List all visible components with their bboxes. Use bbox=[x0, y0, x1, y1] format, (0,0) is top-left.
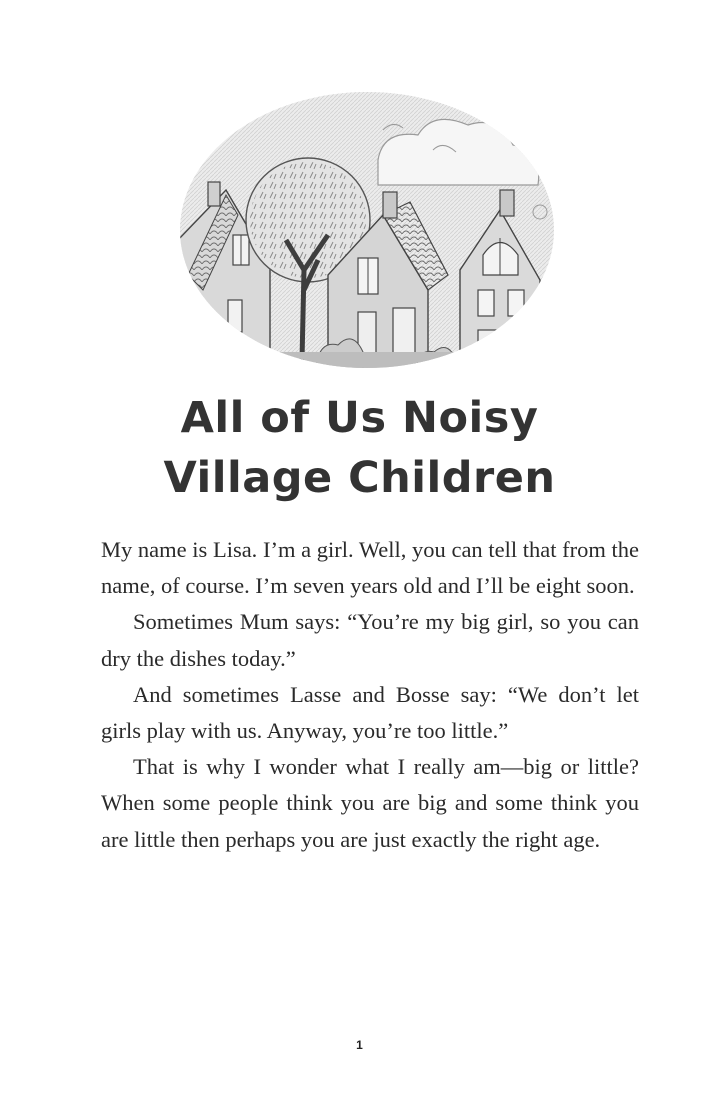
chapter-title-line-2: Village Children bbox=[163, 453, 556, 503]
chapter-title-line-1: All of Us Noisy bbox=[180, 393, 539, 443]
chapter-illustration bbox=[178, 90, 556, 370]
paragraph: My name is Lisa. I’m a girl. Well, you can tell that from the name, of course. I’m seven years old and I’ll be eight soon. bbox=[101, 537, 639, 599]
paragraph: And sometimes Lasse and Bosse say: “We don’t let girls play with us. Anyway, you’re too little.” bbox=[101, 681, 639, 744]
chapter-body bbox=[101, 532, 639, 858]
page-number: 1 bbox=[356, 1038, 363, 1052]
paragraph: That is why I wonder what I really am—big or little? When some people think you are big and some think you are little then perhaps you are just exactly the right age. bbox=[101, 754, 639, 852]
chapter-title bbox=[0, 388, 719, 508]
paragraph: Sometimes Mum says: “You’re my big girl, so you can dry the dishes today.” bbox=[101, 609, 639, 671]
